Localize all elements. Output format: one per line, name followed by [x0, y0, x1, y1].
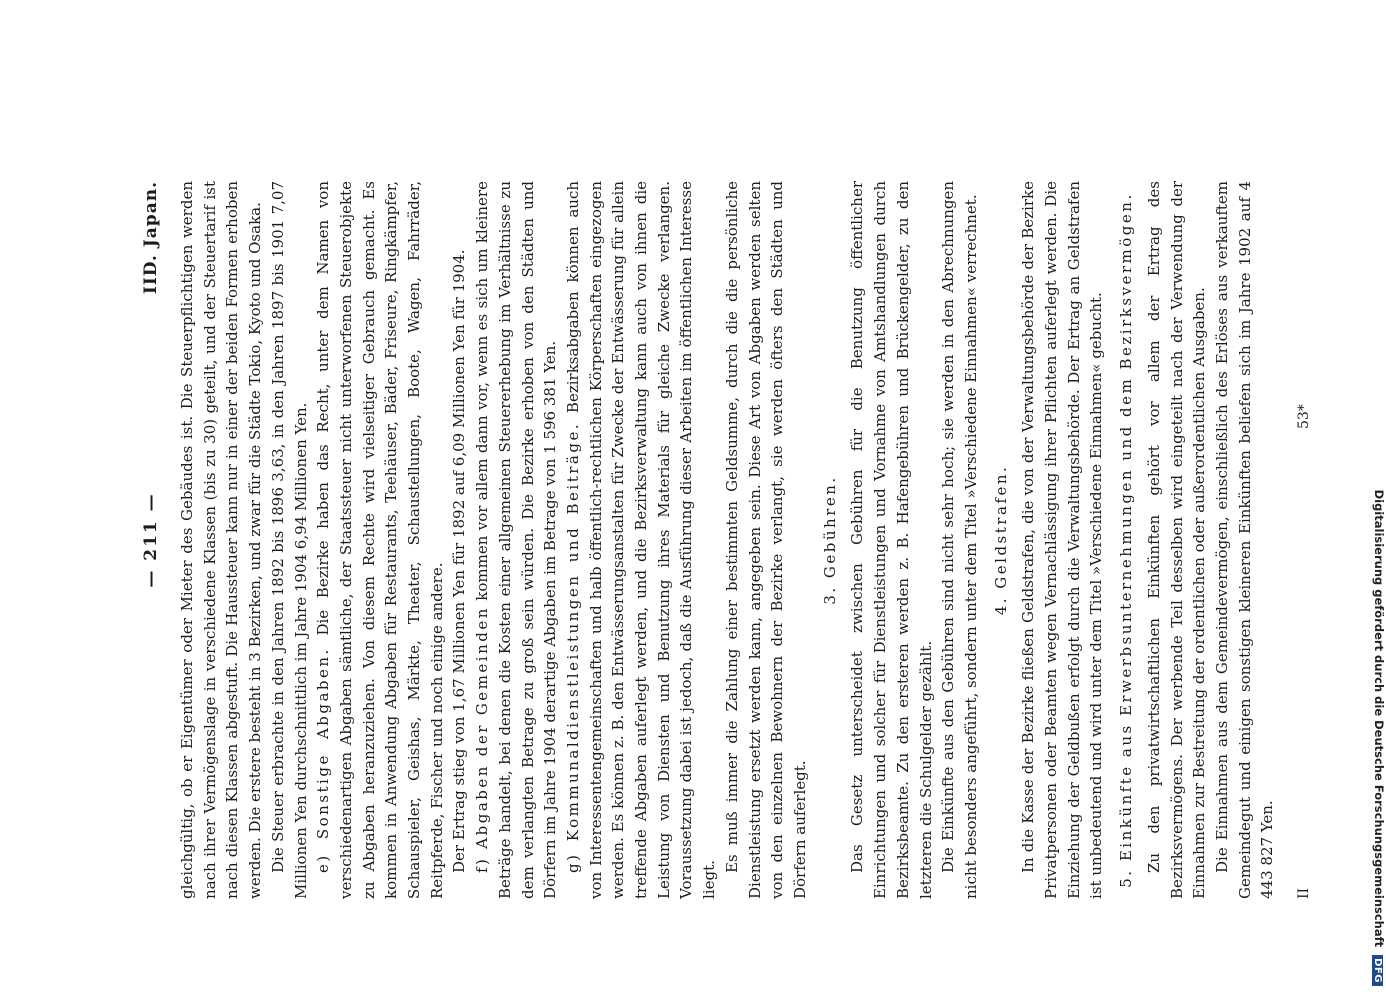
paragraph-2: Die Steuer erbrachte in den Jahren 1892 bis 1896 3,63, in den Jahren 1897 bis 1901 7,07 Millionen Yen durchschnittlich im Jahre 1904 6,94 Millionen Yen. — [268, 181, 310, 899]
paragraph-6-text: Bezirksabgaben können auch von Interessentengemeinschaften und halb öffentlich-rechtlichen Körperschaften eingezogen werden. Es können z. B. den Entwässerungsanstalten für Zwecke der Entwässerung für allein treffende Abgaben auferlegt werden, und die Bezirksverwaltung kann auch von ihnen die Leistung von Diensten und Benutzung ihres Materials für gleiche Zwecke verlangen. Voraussetzung dabei ist jedoch, daß die Ausführung dieser Arbeiten im öffentlichen Interesse liegt. — [563, 181, 719, 899]
credit-text: Digitalisierung gefördert durch die Deutsche Forschungsgemeinschaft — [1372, 489, 1386, 948]
paragraph-10: In die Kasse der Bezirke fließen Geldstrafen, die von der Verwaltungsbehörde der Bezirke Privatpersonen oder Beamten wegen Vernachlässigung ihrer Pflichten auferlegt werden. Die Einziehung der Geldbußen erfolgt durch die Verwaltungsbehörde. Der Ertrag an Geldstrafen ist unbedeutend und wird unter dem Titel »Verschiedene Einnahmen« gebucht. — [1019, 181, 1106, 899]
signature-mark-left: II — [1296, 887, 1313, 899]
page-body — [176, 181, 1279, 899]
running-head: IID. Japan. — [141, 181, 161, 295]
paragraph-5-text: kommen vor allem dann vor, wenn es sich um kleinere Beträge handelt, bei denen die Kosten einer allgemeinen Steuererhebung im Verhältnisse zu dem verlangten Betrage zu groß sein würden. Die Bezirke erhoben von den Städten und Dörfern im Jahre 1904 derartige Abgaben im Betrage von 1 596 381 Yen. — [473, 181, 560, 899]
paragraph-12: Die Einnahmen aus dem Gemeindevermögen, einschließlich des Erlöses aus verkauftem Gemeindegut und einigen sonstigen kleineren Einkünften beliefen sich im Jahre 1902 auf 4 443 827 Yen. — [1212, 181, 1277, 899]
paragraph-9: Die Einkünfte aus den Gebühren sind nicht sehr hoch; sie werden in den Abrechnungen nicht besonders angeführt, sondern unter dem Titel »Verschiedene Einnahmen« verrechnet. — [939, 181, 980, 899]
paragraph-5 — [471, 181, 562, 899]
rotated-page — [140, 175, 1313, 905]
paragraph-3 — [312, 181, 448, 899]
paragraph-4: Der Ertrag stieg von 1,67 Millionen Yen für 1892 auf 6,09 Millionen Yen für 1904. — [450, 249, 469, 873]
signature-mark-right: 53* — [1296, 404, 1313, 429]
heading-erwerbsunternehmungen: 5. Einkünfte aus Erwerbsunternehmungen und dem Bezirksvermögen. — [1117, 192, 1136, 888]
section-label-e: e) Sonstige Abgaben. — [314, 647, 333, 873]
heading-geldstrafen: 4. Geldstrafen. — [991, 464, 1010, 616]
page-footer — [1293, 181, 1319, 899]
paragraph-1: gleichgültig, ob er Eigentümer oder Mieter des Gebäudes ist. Die Steuerpflichtigen werden nach ihrer Vermögenslage in verschiedene Klassen (bis zu 30) geteilt, und der Steuertarif ist nach diesen Klassen abgestuft. Die Haussteuer kann nur in einer der beiden Formen erhoben werden. Die erstere besteht in 3 Bezirken, und zwar für die Städte Tokio, Kyoto und Osaka. — [178, 181, 265, 899]
paragraph-11: Zu den privatwirtschaftlichen Einkünften gehört vor allem der Ertrag des Bezirksvermögens. Der werbende Teil desselben wird eingeteilt nach der Verwendung der Einnahmen zur Bestreitung der ordentlichen oder außerordentlichen Ausgaben. — [1144, 181, 1209, 899]
paragraph-7: Es muß immer die Zahlung einer bestimmten Geldsumme, durch die die persönliche Dienstleistung ersetzt werden kann, angegeben sein. Diese Art von Abgaben werden selten von den einzelnen Bewohnern der Bezirke verlangt, sie werden öfters den Städten und Dörfern auferlegt. — [722, 181, 809, 899]
heading-gebuehren: 3. Gebühren. — [820, 475, 839, 605]
paragraph-6 — [562, 181, 721, 899]
paragraph-8: Das Gesetz unterscheidet zwischen Gebühren für die Benutzung öffentlicher Einrichtungen und solcher für Dienstleistungen und Vornahme von Amtshandlungen durch Bezirksbeamte. Zu den ersteren werden z. B. Hafengebühren und Brückengelder, zu den letzteren die Schulgelder gezählt. — [848, 181, 935, 899]
section-label-g: g) Kommunaldienstleistungen und Beiträge. — [563, 421, 582, 873]
page-number: — 211 — — [141, 492, 161, 588]
page-header — [140, 181, 170, 899]
digitization-credit — [1370, 6, 1386, 986]
section-label-f: f) Abgaben der Gemeinden — [473, 606, 492, 873]
paragraph-3-text: Die Bezirke haben das Recht, unter dem Namen von verschiedenartigen Abgaben sämtliche, der Staatssteuer nicht unterworfenen Steuerobjekte zu Abgaben heranzuziehen. Von diesem Rechte wird vielseitiger Gebrauch gemacht. Es kommen in Anwendung Abgaben für Restaurants, Teehäuser, Bäder, Friseure, Ringkämpfer, Schauspieler, Geishas, Märkte, Theater, Schaustellungen, Boote, Wagen, Fahrräder, Reitpferde, Fischer und noch einige andere. — [314, 181, 446, 899]
dfg-logo-badge: DFG — [1372, 955, 1383, 986]
